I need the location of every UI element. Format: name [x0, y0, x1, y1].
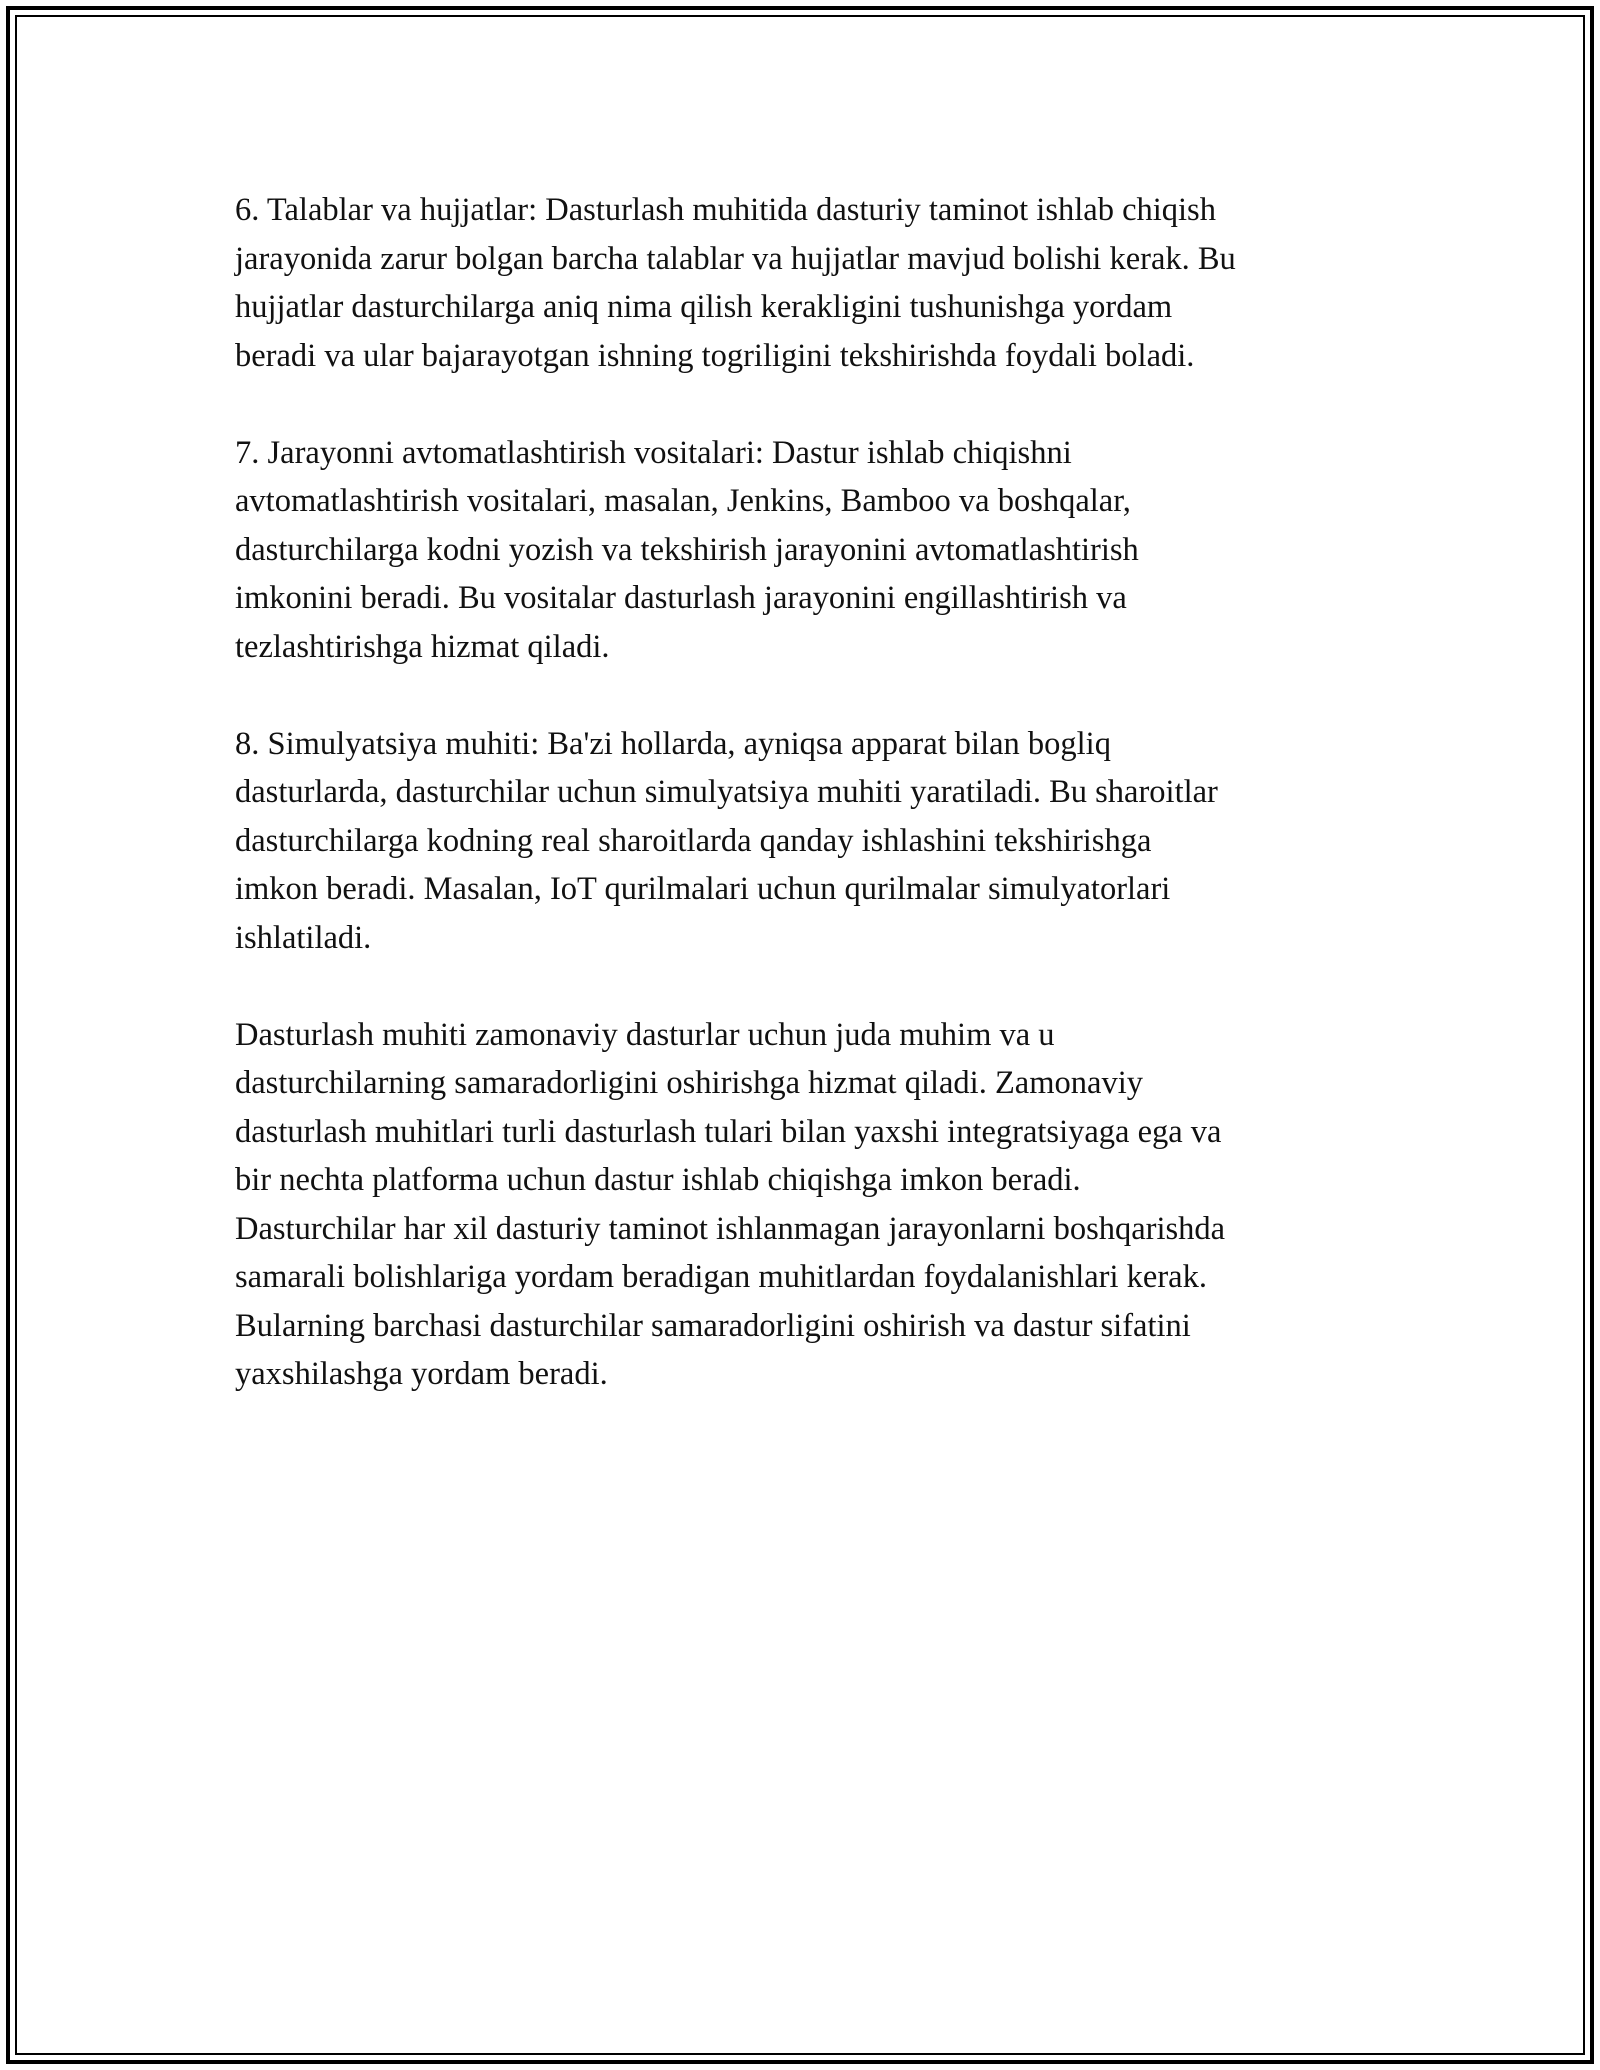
paragraph-automation-tools: 7. Jarayonni avtomatlashtirish vositalari: Dastur ishlab chiqishni avtomatlashtirish vositalari, masalan, Jenkins, Bamboo va boshqalar, dasturchilarga kodni yozish va tekshirish jarayonini avtomatlashtirish imkonini beradi. Bu vositalar dasturlash jarayonini engillashtirish va tezlashtirishga hizmat qiladi. [235, 434, 1139, 665]
paragraph-requirements-docs: 6. Talablar va hujjatlar: Dasturlash muhitida dasturiy taminot ishlab chiqish jarayonida zarur bolgan barcha talablar va hujjatlar mavjud bolishi kerak. Bu hujjatlar dasturchilarga aniq nima qilish kerakligini tushunishga yordam beradi va ular bajarayotgan ishning togriligini tekshirishda foydali boladi. [235, 192, 1236, 374]
paragraph-conclusion: Dasturlash muhiti zamonaviy dasturlar uchun juda muhim va u dasturchilarning samaradorligini oshirishga hizmat qiladi. Zamonaviy dasturlash muhitlari turli dasturlash tulari bilan yaxshi integratsiyaga ega va bir nechta platforma uchun dastur ishlab chiqishga imkon beradi. Dasturchilar har xil dasturiy taminot ishlanmagan jarayonlarni boshqarishda samarali bolishlariga yordam beradigan muhitlardan foydalanishlari kerak. Bularning barchasi dasturchilar samaradorligini oshirish va dastur sifatini yaxshilashga yordam beradi. [235, 1016, 1226, 1392]
paragraph-simulation-env: 8. Simulyatsiya muhiti: Ba'zi hollarda, ayniqsa apparat bilan bogliq dasturlarda, dasturchilar uchun simulyatsiya muhiti yaratiladi. Bu sharoitlar dasturchilarga kodning real sharoitlarda qanday ishlashini tekshirishga imkon beradi. Masalan, IoT qurilmalari uchun qurilmalar simulyatorlari ishlatiladi. [235, 725, 1218, 956]
document-body [235, 186, 1385, 1447]
